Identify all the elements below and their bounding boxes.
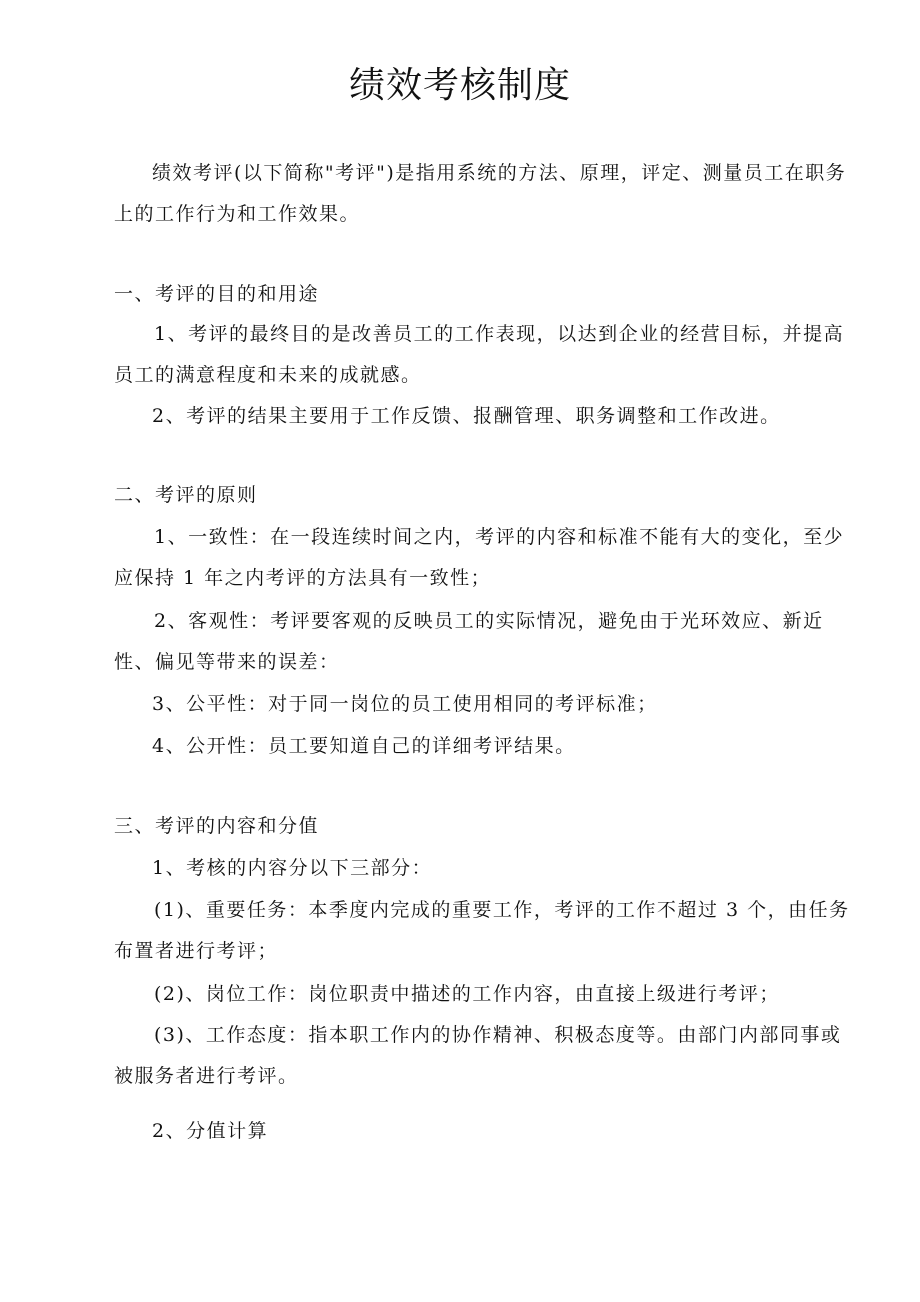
section-2-item-3: 3、公平性：对于同一岗位的员工使用相同的考评标准； — [152, 693, 658, 715]
section-1-heading: 一、考评的目的和用途 — [114, 283, 320, 305]
section-2-item-1: 1、一致性：在一段连续时间之内，考评的内容和标准不能有大的变化，至少应保持 1 年之内考评的方法具有一致性； — [114, 526, 845, 589]
section-3-sub-1-item-2: (2)、岗位工作：岗位职责中描述的工作内容，由直接上级进行考评； — [154, 983, 780, 1005]
section-3-heading: 三、考评的内容和分值 — [114, 815, 320, 837]
section-3-sub-1: 1、考核的内容分以下三部分： — [152, 857, 433, 879]
section-3-sub-1-item-3: (3)、工作态度：指本职工作内的协作精神、积极态度等。由部门内部同事或被服务者进行考评。 — [114, 1024, 842, 1087]
intro-paragraph: 绩效考评(以下简称"考评")是指用系统的方法、原理，评定、测量员工在职务上的工作行为和工作效果。 — [114, 162, 847, 225]
section-3-sub-2: 2、分值计算 — [152, 1120, 269, 1142]
section-1-item-1: 1、考评的最终目的是改善员工的工作表现，以达到企业的经营目标，并提高员工的满意程度和未来的成就感。 — [114, 323, 845, 386]
section-2-heading: 二、考评的原则 — [114, 484, 258, 506]
section-2-item-4: 4、公开性：员工要知道自己的详细考评结果。 — [152, 735, 576, 757]
section-3-sub-1-item-1: (1)、重要任务：本季度内完成的重要工作，考评的工作不超过 3 个，由任务布置者进行考评； — [114, 899, 850, 962]
section-1-item-2: 2、考评的结果主要用于工作反馈、报酬管理、职务调整和工作改进。 — [152, 405, 781, 427]
section-2-item-2: 2、客观性：考评要客观的反映员工的实际情况，避免由于光环效应、新近性、偏见等带来的误差： — [114, 610, 824, 673]
document-title: 绩效考核制度 — [348, 65, 571, 106]
